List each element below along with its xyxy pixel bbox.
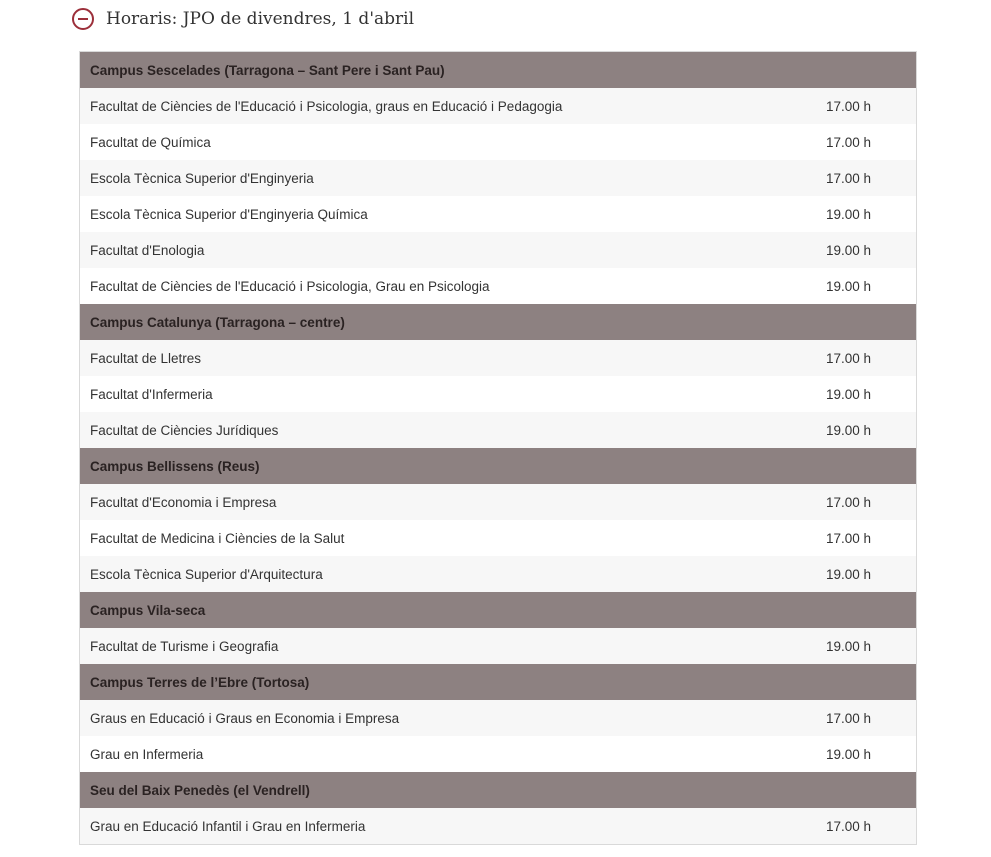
accordion-title: Horaris: JPO de divendres, 1 d'abril	[106, 9, 415, 29]
faculty-time: 17.00 h	[826, 494, 872, 510]
faculty-row	[80, 736, 916, 772]
faculty-time: 17.00 h	[826, 98, 872, 114]
campus-faculty-list	[80, 808, 916, 844]
faculty-time: 17.00 h	[826, 134, 872, 150]
faculty-time: 19.00 h	[826, 278, 872, 294]
campus-name: Seu del Baix Penedès (el Vendrell)	[90, 782, 310, 798]
campus-header	[80, 448, 916, 484]
campus-name: Campus Terres de l’Ebre (Tortosa)	[90, 674, 310, 690]
faculty-row	[80, 268, 916, 304]
faculty-name: Facultat de Turisme i Geografia	[90, 638, 279, 654]
campus-faculty-list	[80, 484, 916, 592]
campus-faculty-list	[80, 628, 916, 664]
faculty-name: Graus en Educació i Graus en Economia i Empresa	[90, 710, 400, 726]
faculty-row	[80, 484, 916, 520]
faculty-row	[80, 160, 916, 196]
faculty-name: Facultat de Medicina i Ciències de la Salut	[90, 530, 345, 546]
faculty-time: 17.00 h	[826, 530, 872, 546]
faculty-name: Facultat d'Infermeria	[90, 386, 213, 402]
faculty-time: 19.00 h	[826, 638, 872, 654]
faculty-row	[80, 124, 916, 160]
faculty-row	[80, 628, 916, 664]
faculty-time: 19.00 h	[826, 206, 872, 222]
faculty-time: 17.00 h	[826, 350, 872, 366]
faculty-time: 17.00 h	[826, 818, 872, 834]
faculty-name: Grau en Infermeria	[90, 746, 204, 762]
faculty-time: 19.00 h	[826, 746, 872, 762]
faculty-row	[80, 520, 916, 556]
campus-name: Campus Bellissens (Reus)	[90, 458, 260, 474]
campus-header	[80, 52, 916, 88]
faculty-name: Facultat d'Enologia	[90, 242, 205, 258]
faculty-row	[80, 196, 916, 232]
faculty-row	[80, 412, 916, 448]
faculty-time: 19.00 h	[826, 386, 872, 402]
faculty-name: Facultat de Química	[90, 134, 211, 150]
schedule-table	[79, 51, 917, 845]
faculty-time: 17.00 h	[826, 170, 872, 186]
faculty-name: Escola Tècnica Superior d'Enginyeria	[90, 170, 314, 186]
faculty-row	[80, 808, 916, 844]
faculty-time: 19.00 h	[826, 422, 872, 438]
faculty-row	[80, 88, 916, 124]
campus-name: Campus Catalunya (Tarragona – centre)	[90, 314, 345, 330]
faculty-name: Facultat de Ciències de l'Educació i Psicologia, Grau en Psicologia	[90, 278, 490, 294]
campus-name: Campus Sescelades (Tarragona – Sant Pere i Sant Pau)	[90, 62, 445, 78]
faculty-name: Escola Tècnica Superior d'Enginyeria Química	[90, 206, 368, 222]
faculty-row	[80, 232, 916, 268]
campus-faculty-list	[80, 340, 916, 448]
faculty-name: Grau en Educació Infantil i Grau en Infermeria	[90, 818, 366, 834]
faculty-time: 17.00 h	[826, 710, 872, 726]
faculty-row	[80, 340, 916, 376]
campus-faculty-list	[80, 88, 916, 304]
faculty-row	[80, 700, 916, 736]
faculty-name: Facultat de Lletres	[90, 350, 202, 366]
faculty-name: Facultat de Ciències de l'Educació i Psicologia, graus en Educació i Pedagogia	[90, 98, 563, 114]
campus-header	[80, 664, 916, 700]
campus-header	[80, 592, 916, 628]
faculty-row	[80, 376, 916, 412]
campus-header	[80, 304, 916, 340]
accordion-header[interactable]	[72, 8, 414, 30]
faculty-row	[80, 556, 916, 592]
campus-header	[80, 772, 916, 808]
campus-faculty-list	[80, 700, 916, 772]
faculty-name: Facultat d'Economia i Empresa	[90, 494, 277, 510]
faculty-name: Escola Tècnica Superior d'Arquitectura	[90, 566, 323, 582]
minus-circle-icon[interactable]	[72, 8, 94, 30]
faculty-name: Facultat de Ciències Jurídiques	[90, 422, 279, 438]
faculty-time: 19.00 h	[826, 242, 872, 258]
campus-name: Campus Vila-seca	[90, 602, 206, 618]
faculty-time: 19.00 h	[826, 566, 872, 582]
